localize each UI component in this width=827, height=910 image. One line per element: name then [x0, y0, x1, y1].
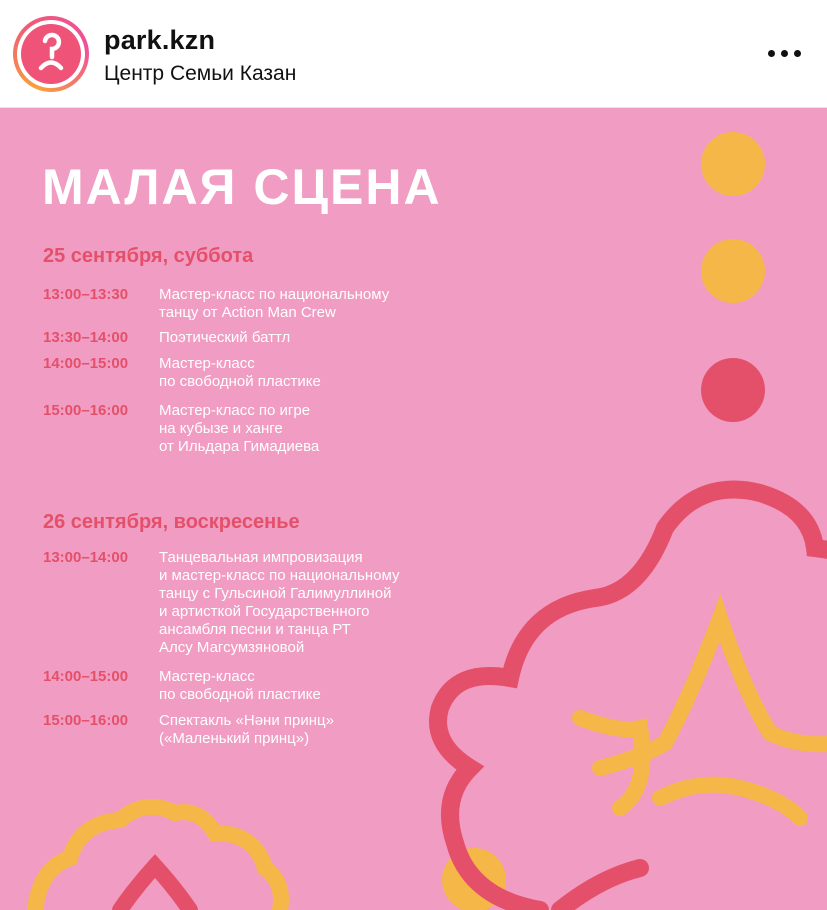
day-heading: 26 сентября, воскресенье: [43, 511, 300, 533]
ornament-flower-inner: [660, 785, 800, 818]
ornament-dot: [701, 239, 765, 303]
account-username[interactable]: park.kzn: [104, 25, 216, 55]
ornament-flower-large: [438, 490, 827, 910]
park-logo-icon: [21, 24, 81, 84]
event-time: 13:00–13:30: [43, 286, 129, 303]
event-time: 14:00–15:00: [43, 355, 129, 372]
ornament-flower-small: [120, 866, 190, 910]
event-time: 15:00–16:00: [43, 402, 129, 419]
post-header: [0, 0, 827, 108]
day-heading: 25 сентября, суббота: [43, 245, 254, 267]
event-description: Танцевальная импровизация и мастер-класс по национальному танцу с Гульсиной Галимуллиной и артисткой Государственного ансамбля песни и танца РТ Алсу Магсумзяновой: [159, 549, 400, 656]
ornament-flower-large: [560, 868, 640, 910]
event-description: Поэтический баттл: [159, 329, 291, 346]
profile-avatar[interactable]: [13, 16, 89, 92]
event-time: 14:00–15:00: [43, 668, 129, 685]
event-description: Мастер-класс по свободной пластике: [159, 668, 321, 703]
event-description: Мастер-класс по игре на кубызе и ханге от Ильдара Гимадиева: [159, 402, 320, 455]
ornament-flower-inner: [600, 618, 827, 768]
event-time: 15:00–16:00: [43, 712, 129, 729]
event-time: 13:30–14:00: [43, 329, 129, 346]
ornament-dot: [701, 132, 765, 196]
event-description: Мастер-класс по национальному танцу от Action Man Crew: [159, 286, 390, 321]
post-location[interactable]: Центр Семьи Казан: [104, 62, 297, 85]
poster-title: МАЛАЯ СЦЕНА: [42, 159, 442, 215]
ornament-decoration: [0, 108, 827, 910]
more-horizontal-icon[interactable]: [756, 38, 812, 68]
event-time: 13:00–14:00: [43, 549, 129, 566]
post-image[interactable]: [0, 108, 827, 910]
ornament-dot: [701, 358, 765, 422]
event-description: Мастер-класс по свободной пластике: [159, 355, 321, 390]
event-description: Спектакль «Нәни принц» («Маленький принц»): [159, 712, 334, 747]
